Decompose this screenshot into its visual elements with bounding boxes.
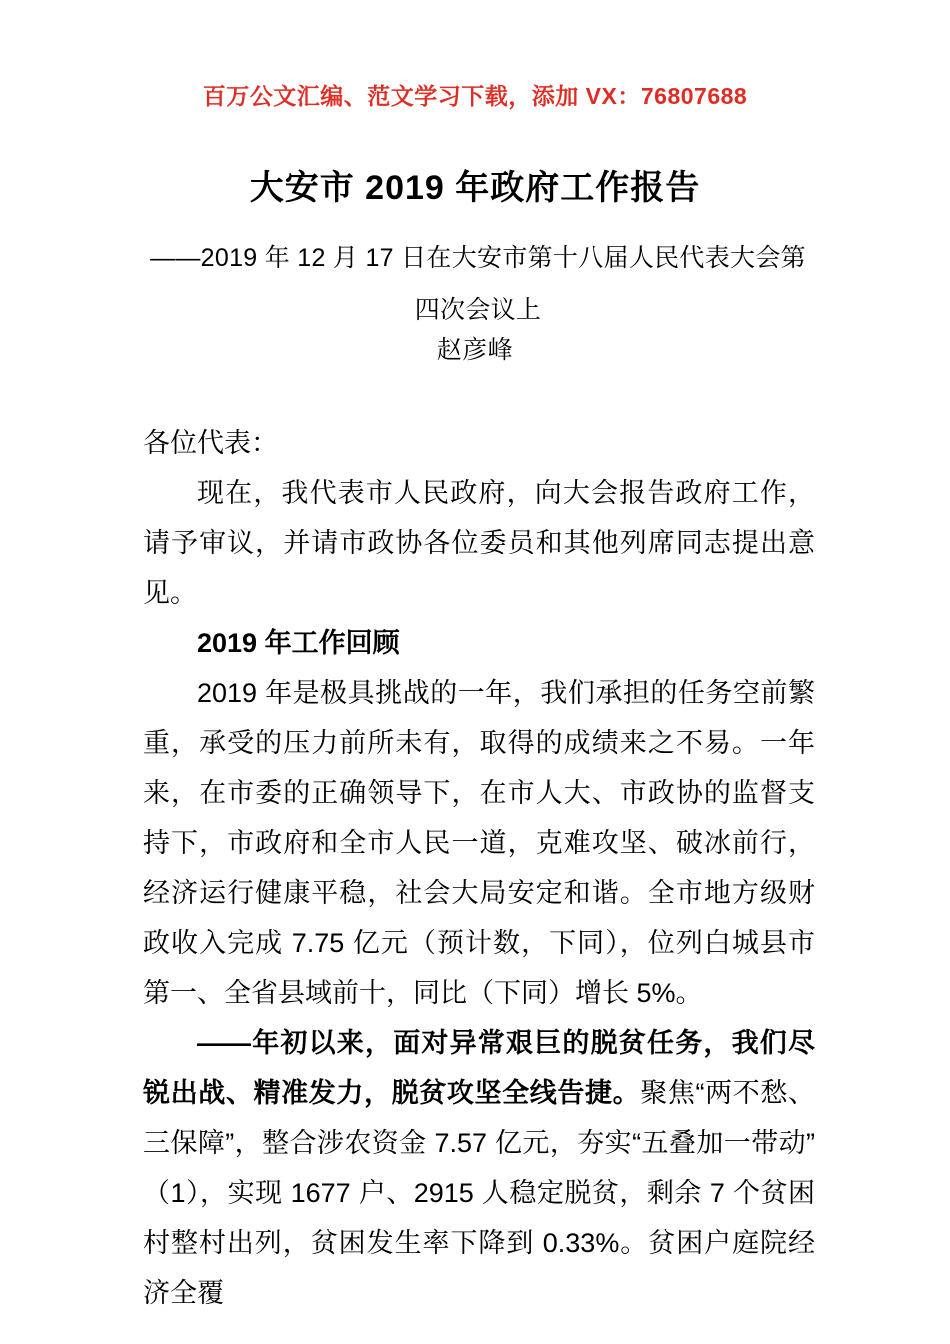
- promo-header-text: 百万公文汇编、范文学习下载，添加 VX：76807688: [202, 83, 748, 109]
- document-subtitle: ——2019 年 12 月 17 日在大安市第十八届人民代表大会第四次会议上: [150, 244, 806, 324]
- document-body: [143, 418, 815, 1318]
- poverty-paragraph: [143, 1018, 815, 1318]
- poverty-paragraph-body: 聚焦“两不愁、三保障”，整合涉农资金 7.57 亿元，夯实“五叠加一带动”（1），实现 1677 户、2915 人稳定脱贫，剩余 7 个贫困村整村出列，贫困发生率下降到 0.33%。贫困户庭院经济全覆: [143, 1078, 815, 1308]
- salutation-paragraph: 各位代表：: [143, 428, 278, 458]
- page-title: 大安市 2019 年政府工作报告: [249, 169, 701, 207]
- section-heading-2019-review: 2019 年工作回顾: [197, 628, 400, 658]
- opening-paragraph: 现在，我代表市人民政府，向大会报告政府工作，请予审议，并请市政协各位委员和其他列席同志提出意见。: [143, 478, 815, 608]
- poverty-paragraph-bold-lead: ——年初以来，面对异常艰巨的脱贫任务，我们尽锐出战、精准发力，脱贫攻坚全线告捷。: [143, 1028, 815, 1108]
- document-author: 赵彦峰: [436, 336, 514, 364]
- review-paragraph: 2019 年是极具挑战的一年，我们承担的任务空前繁重，承受的压力前所未有，取得的成绩来之不易。一年来，在市委的正确领导下，在市人大、市政协的监督支持下，市政府和全市人民一道，克难攻坚、破冰前行，经济运行健康平稳，社会大局安定和谐。全市地方级财政收入完成 7.75 亿元（预计数，下同），位列白城县市第一、全省县域前十，同比（下同）增长 5%。: [143, 678, 815, 1008]
